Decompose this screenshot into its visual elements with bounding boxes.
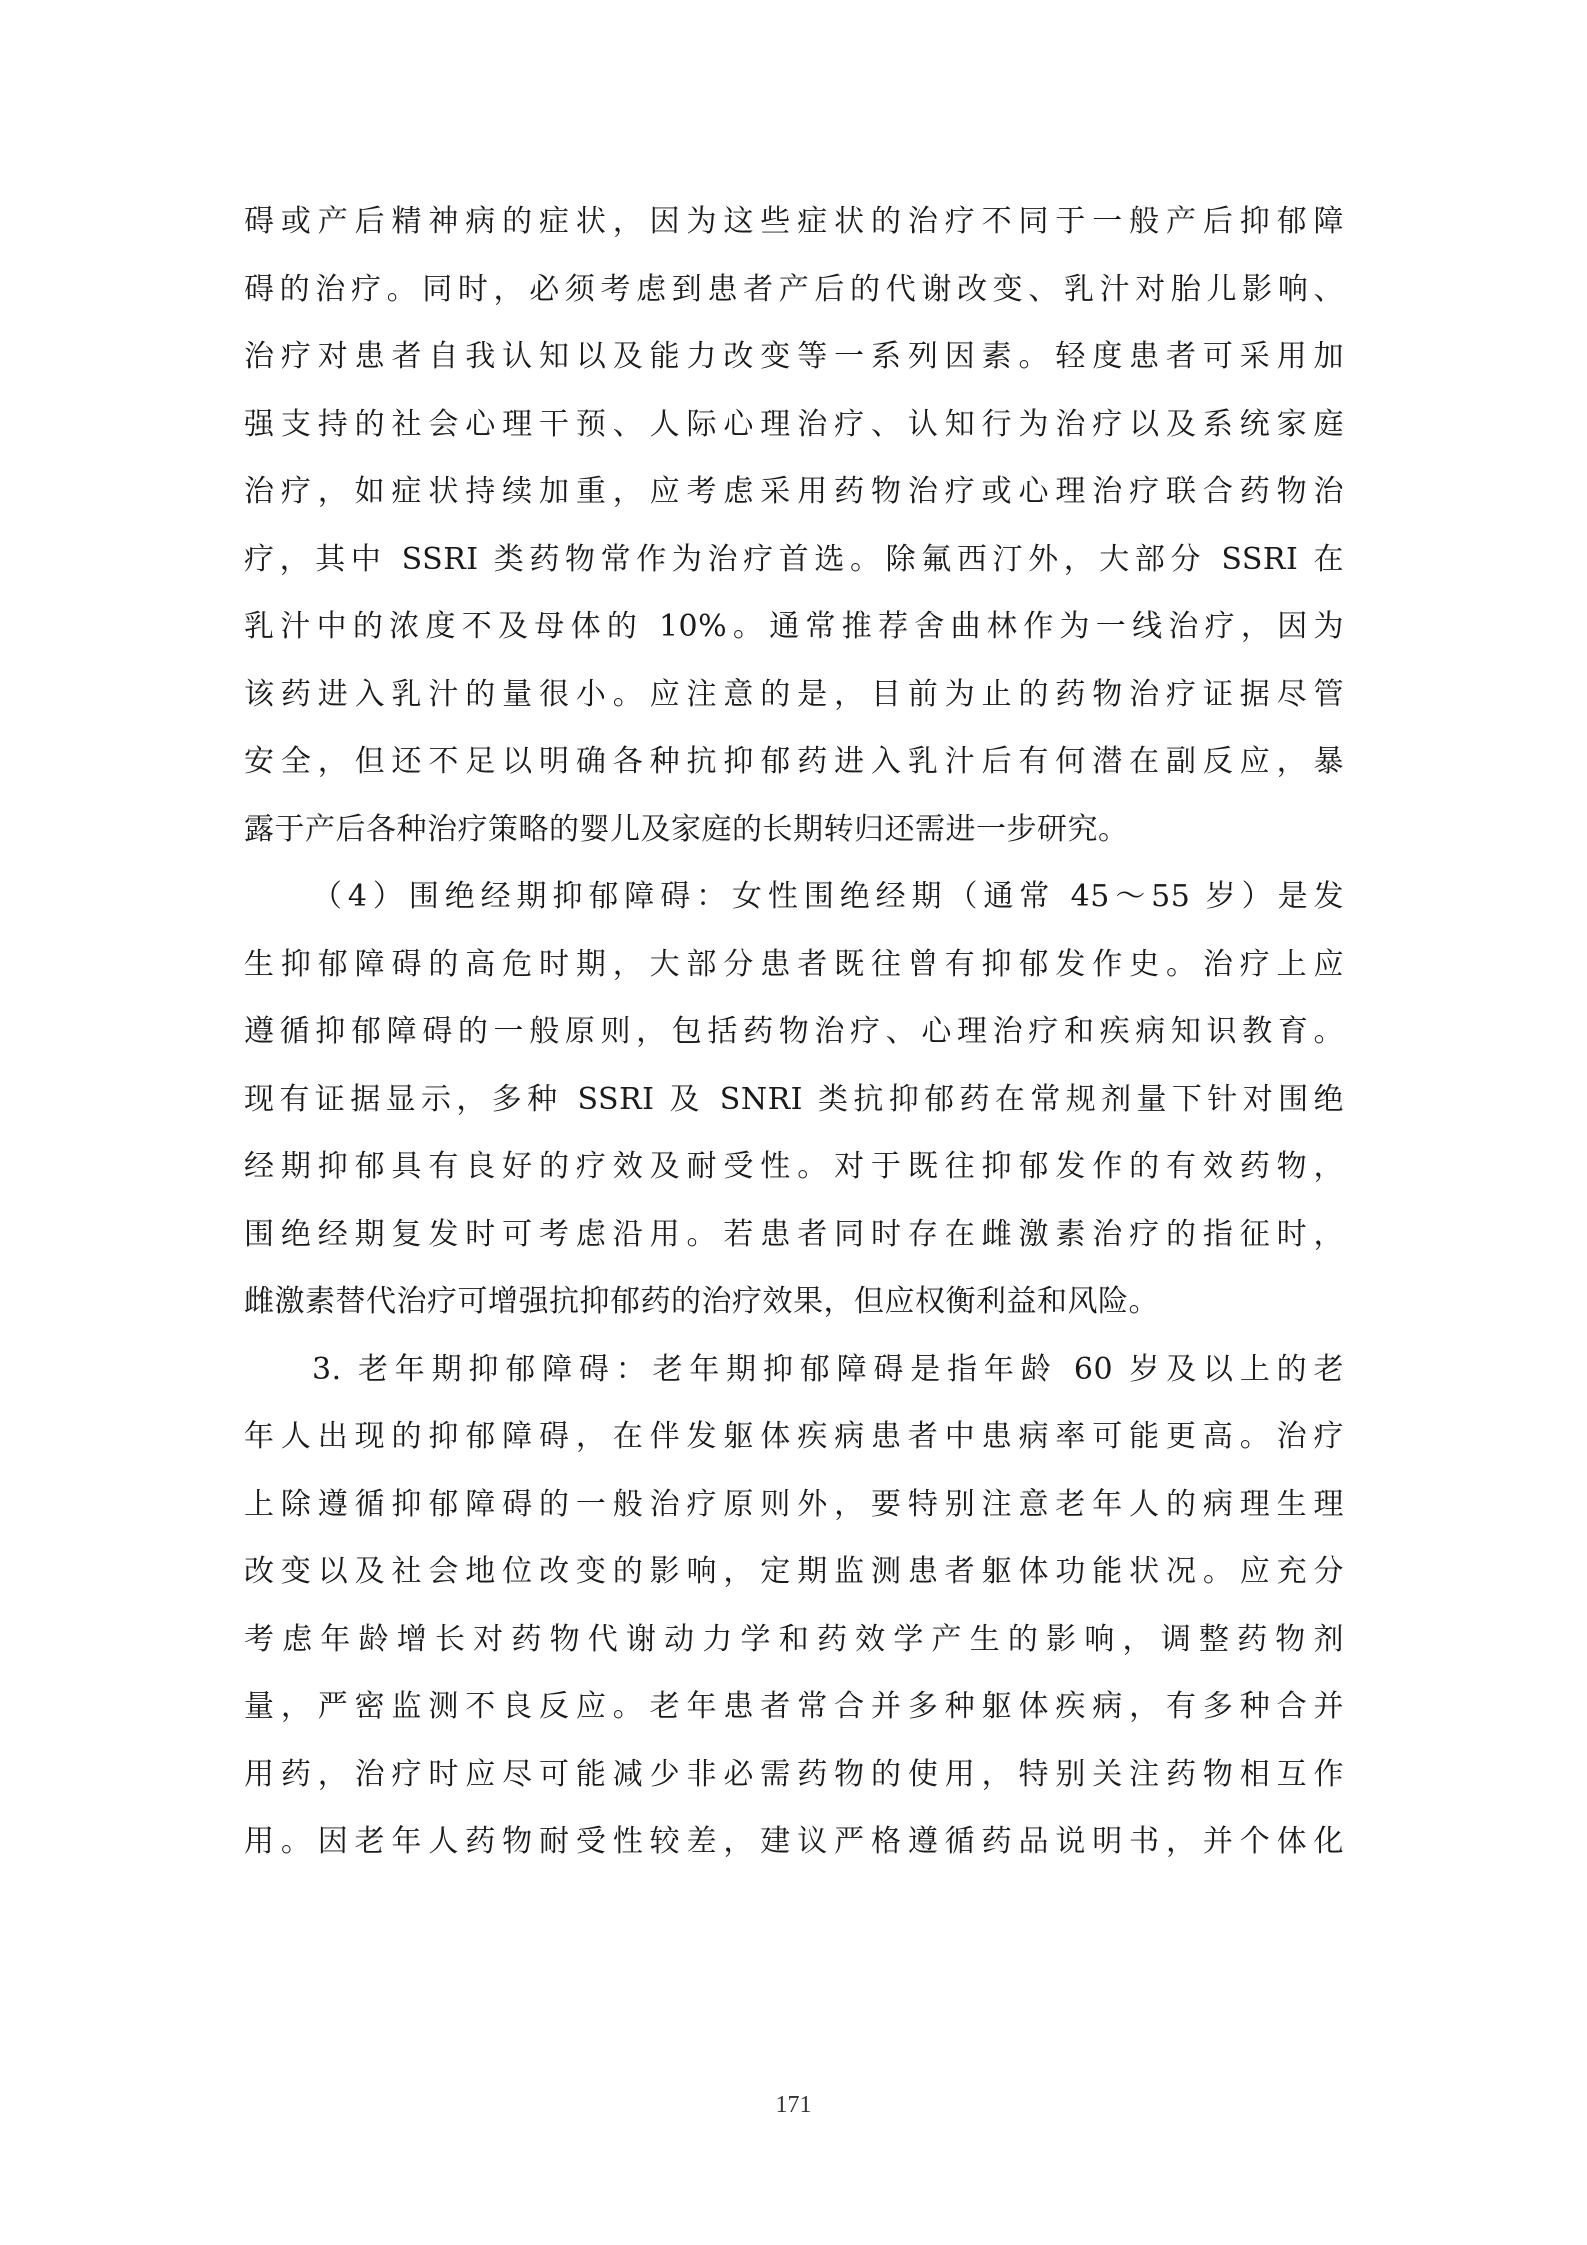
text-line: （4）围绝经期抑郁障碍：女性围绝经期（通常 45～55 岁）是发 (312, 879, 1344, 914)
text-line: 改变以及社会地位改变的影响，定期监测患者躯体功能状况。应充分 (244, 1554, 1344, 1589)
text-line: 生抑郁障碍的高危时期，大部分患者既往曾有抑郁发作史。治疗上应 (244, 946, 1344, 982)
text-line: 量，严密监测不良反应。老年患者常合并多种躯体疾病，有多种合并 (244, 1689, 1344, 1724)
text-line: 用。因老年人药物耐受性较差，建议严格遵循药品说明书，并个体化 (244, 1824, 1344, 1859)
text-line: 乳汁中的浓度不及母体的 10%。通常推荐舍曲林作为一线治疗，因为 (244, 609, 1344, 644)
text-line: 雌激素替代治疗可增强抗抑郁药的治疗效果，但应权衡利益和风险。 (244, 1284, 1159, 1319)
text-line: 治疗对患者自我认知以及能力改变等一系列因素。轻度患者可采用加 (244, 339, 1344, 374)
text-line: 遵循抑郁障碍的一般原则，包括药物治疗、心理治疗和疾病知识教育。 (244, 1014, 1344, 1049)
text-line: 围绝经期复发时可考虑沿用。若患者同时存在雌激素治疗的指征时， (244, 1216, 1344, 1252)
text-line: 3. 老年期抑郁障碍：老年期抑郁障碍是指年龄 60 岁及以上的老 (312, 1351, 1344, 1387)
text-line: 治疗，如症状持续加重，应考虑采用药物治疗或心理治疗联合药物治 (244, 474, 1344, 509)
text-line: 露于产后各种治疗策略的婴儿及家庭的长期转归还需进一步研究。 (244, 811, 1129, 847)
text-line: 现有证据显示，多种 SSRI 及 SNRI 类抗抑郁药在常规剂量下针对围绝 (244, 1081, 1344, 1117)
text-line: 上除遵循抑郁障碍的一般治疗原则外，要特别注意老年人的病理生理 (244, 1486, 1344, 1522)
text-line: 安全，但还不足以明确各种抗抑郁药进入乳汁后有何潜在副反应，暴 (244, 744, 1344, 779)
text-line: 年人出现的抑郁障碍，在伴发躯体疾病患者中患病率可能更高。治疗 (244, 1419, 1344, 1454)
text-line: 碍的治疗。同时，必须考虑到患者产后的代谢改变、乳汁对胎儿影响、 (244, 271, 1344, 307)
text-line: 强支持的社会心理干预、人际心理治疗、认知行为治疗以及系统家庭 (244, 406, 1344, 442)
text-line: 疗，其中 SSRI 类药物常作为治疗首选。除氟西汀外，大部分 SSRI 在 (244, 541, 1344, 577)
text-line: 考虑年龄增长对药物代谢动力学和药效学产生的影响，调整药物剂 (244, 1621, 1344, 1657)
text-line: 该药进入乳汁的量很小。应注意的是，目前为止的药物治疗证据尽管 (244, 676, 1344, 712)
text-line: 经期抑郁具有良好的疗效及耐受性。对于既往抑郁发作的有效药物， (244, 1149, 1344, 1184)
text-line: 用药，治疗时应尽可能减少非必需药物的使用，特别关注药物相互作 (244, 1756, 1344, 1792)
page-number: 171 (775, 2092, 812, 2118)
body-text (244, 188, 1344, 1876)
text-line: 碍或产后精神病的症状，因为这些症状的治疗不同于一般产后抑郁障 (244, 204, 1344, 239)
